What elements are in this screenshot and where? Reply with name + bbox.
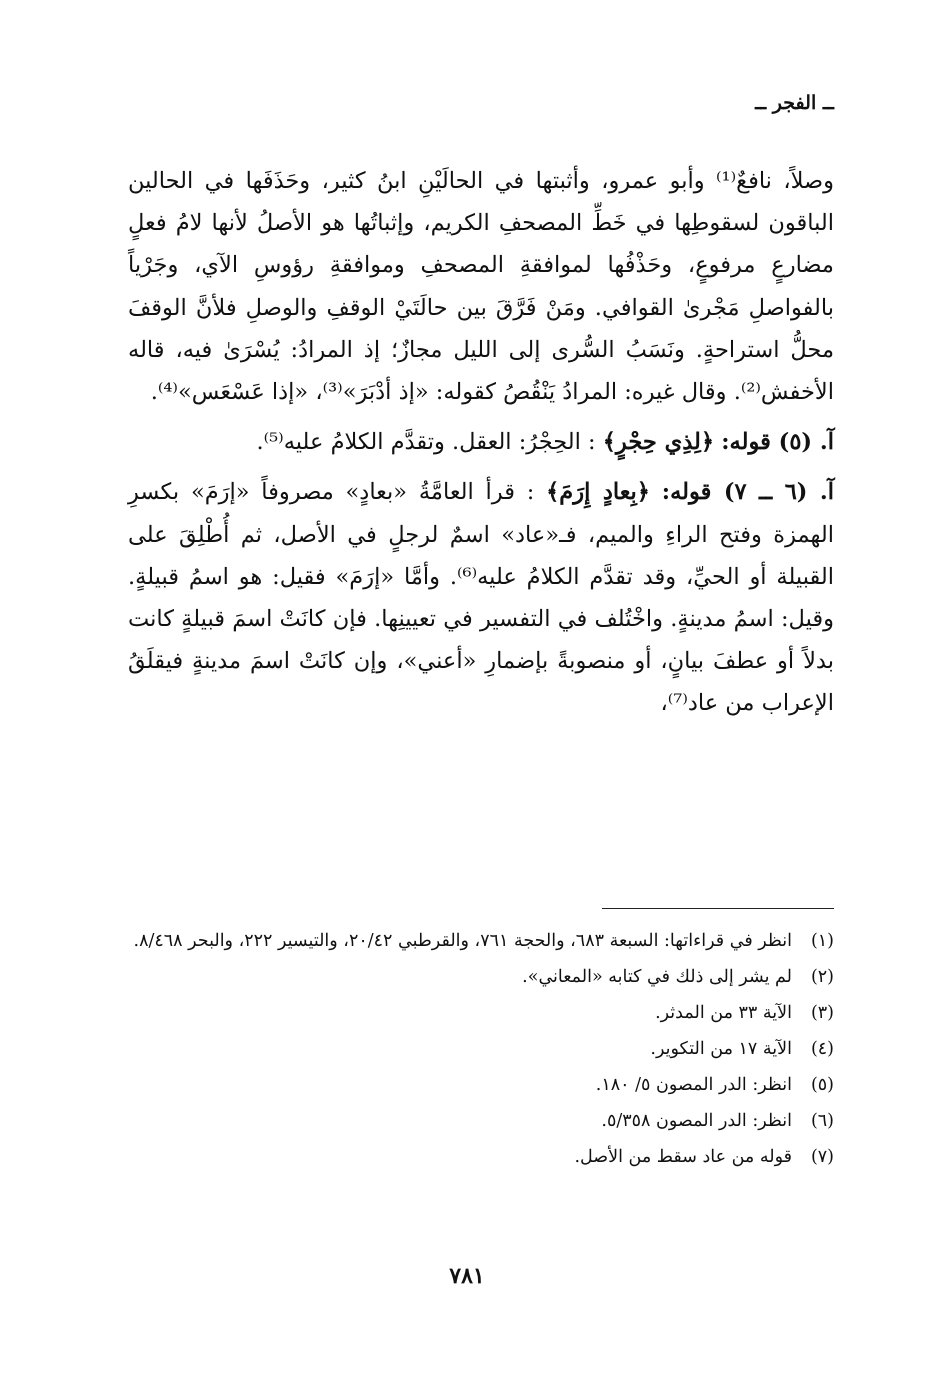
- footnote-text: لم يشر إلى ذلك في كتابه «المعاني».: [522, 967, 792, 987]
- footnote-number: (٦): [810, 1111, 834, 1131]
- footnote-text: انظر: الدر المصون ٥/٣٥٨.: [601, 1111, 792, 1131]
- footnote-number: (١): [810, 931, 834, 951]
- footnote-text: الآية ١٧ من التكوير.: [650, 1039, 792, 1059]
- main-text: [128, 160, 834, 731]
- paragraph-continuation: وصلاً، نافعٌ⁽¹⁾ وأبو عمرو، وأثبتها في الحالَيْنِ ابنُ كثير، وحَذَفَها في الحالين الباقون لسقوطِها في خَطِّ المصحفِ الكريم، وإثباتُها هو الأصلُ لأنها لامُ فعلٍ مضارعٍ مرفوعٍ، وحَذْفُها لموافقةِ المصحفِ وموافقةِ رؤوسِ الآي، وجَرْياً بالفواصلِ مَجْرىٰ القوافي. ومَنْ فَرَّقَ بين حالَتَيْ الوقفِ والوصلِ فلأنَّ الوقفَ محلُّ استراحةٍ. ونَسَبُ السُّرى إلى الليل مجازٌ؛ إذ المرادُ: يُسْرَىٰ فيه، قاله الأخفش⁽²⁾. وقال غيره: المرادُ يَنْقُصُ كقوله: «إذ أدْبَرَ»⁽³⁾، «إذا عَسْعَس»⁽⁴⁾.: [128, 168, 835, 406]
- footnote-number: (٧): [810, 1147, 834, 1167]
- footnote-number: (٤): [810, 1039, 834, 1059]
- footnote-text: انظر: الدر المصون ٥/ ١٨٠.: [595, 1075, 792, 1095]
- paragraph-verse-6-7: [128, 471, 834, 724]
- running-title: ــ الفجر ــ: [755, 92, 834, 114]
- footnote-number: (٢): [810, 967, 834, 987]
- footnote-text: انظر في قراءاتها: السبعة ٦٨٣، والحجة ٧٦١، والقرطبي ٢٠/٤٢، والتيسير ٢٢٢، والبحر ٨/٤٦٨.: [133, 931, 792, 951]
- footnote-item: [128, 996, 834, 1030]
- footnote-number: (٥): [810, 1075, 834, 1095]
- footnotes: [128, 924, 834, 1176]
- page-number: ٧٨١: [449, 1263, 485, 1289]
- footnote-item: [128, 960, 834, 994]
- footnote-text: قوله من عاد سقط من الأصل.: [574, 1147, 792, 1167]
- quran-quote: ﴿بِعادٍ إِرَمَ﴾: [546, 479, 650, 506]
- paragraph-text: : الحِجْرُ: العقل. وتقدَّم الكلامُ عليه⁽⁵⁾.: [256, 429, 596, 456]
- footnote-number: (٣): [810, 1003, 834, 1023]
- footnote-item: [128, 1140, 834, 1174]
- footnote-text: الآية ٣٣ من المدثر.: [655, 1003, 792, 1023]
- footnote-item: [128, 924, 834, 958]
- verse-reference: آ. (٥) قوله:: [721, 429, 834, 456]
- paragraph-text: : قرأ العامَّةُ «بعادٍ» مصروفاً «إرَمَ» بكسرِ الهمزة وفتح الراءِ والميم، فـ«عاد» اسمٌ لرجلٍ في الأصل، ثم أُطْلِقَ على القبيلة أو الحيِّ، وقد تقدَّم الكلامُ عليه⁽⁶⁾. وأمَّا «إرَمَ» فقيل: هو اسمُ قبيلةٍ. وقيل: اسمُ مدينةٍ. واخْتُلف في التفسير في تعيينِها. فإن كانَتْ اسمَ قبيلةٍ كانت بدلاً أو عطفَ بيانٍ، أو منصوبةً بإضمارِ «أعني»، وإن كانَتْ اسمَ مدينةٍ فيقلَقُ الإعراب من عاد⁽⁷⁾،: [128, 479, 834, 717]
- verse-reference: آ. (٦ ــ ٧) قوله:: [661, 479, 834, 506]
- footnote-separator: [602, 908, 834, 909]
- footnote-item: [128, 1068, 834, 1102]
- footnote-item: [128, 1104, 834, 1138]
- paragraph-verse-5: [128, 421, 834, 463]
- quran-quote: ﴿لِذِي حِجْرٍ﴾: [602, 429, 715, 456]
- footnote-item: [128, 1032, 834, 1066]
